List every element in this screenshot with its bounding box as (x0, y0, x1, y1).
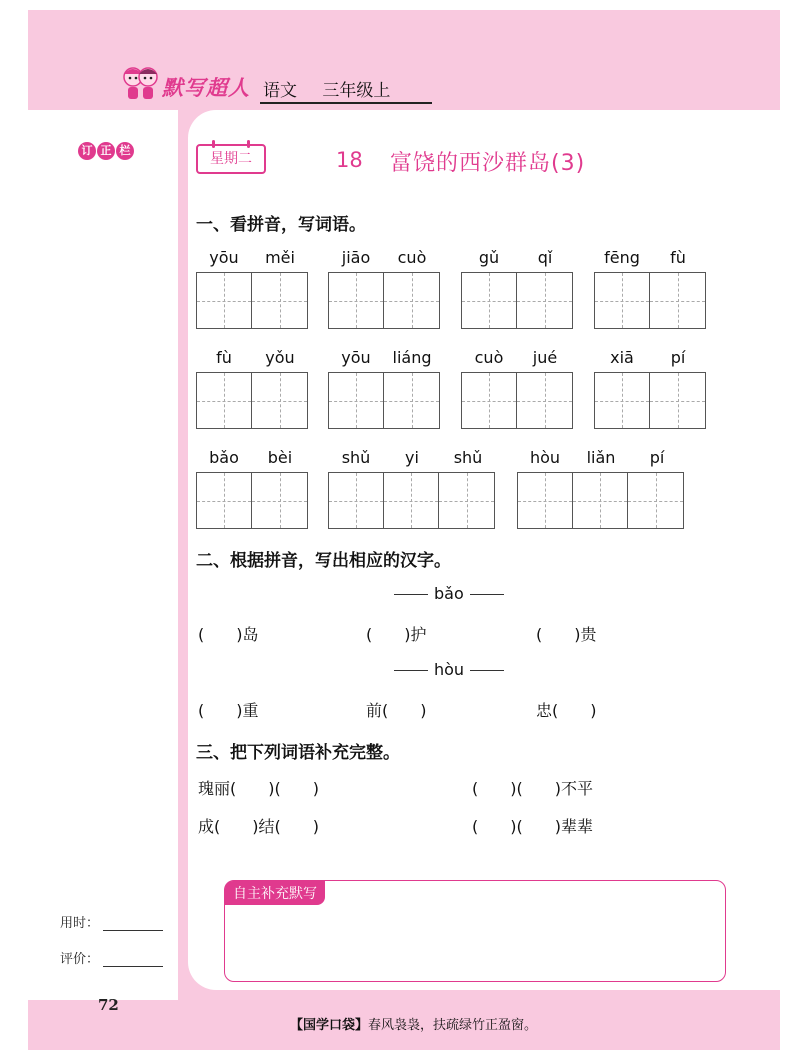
time-label: 用时： (60, 916, 100, 931)
mascot-logo-icon (120, 62, 160, 102)
fill-item[interactable]: 成( )结( ) (198, 817, 319, 836)
char-boxes[interactable] (328, 472, 495, 529)
pinyin: cuò (397, 248, 427, 267)
correction-badge (78, 142, 134, 160)
pinyin: yōu (209, 248, 239, 267)
pinyin: yōu (341, 348, 371, 367)
fill-item[interactable]: ( )( )辈辈 (472, 817, 593, 836)
pinyin: fù (216, 348, 232, 367)
lesson-title: 富饶的西沙群岛(3) (390, 151, 586, 176)
pinyin: pí (670, 348, 686, 367)
pinyin: hòu (434, 660, 465, 679)
badge-char: 订 (78, 142, 96, 160)
self-dictation-label: 自主补充默写 (225, 881, 325, 905)
section2-heading: 二、根据拼音，写出相应的汉字。 (196, 551, 451, 571)
pinyin: shǔ (341, 448, 371, 467)
pinyin: shǔ (453, 448, 483, 467)
char-boxes[interactable] (196, 372, 308, 429)
worksheet-main (188, 110, 780, 990)
pinyin-group-heading (388, 660, 510, 679)
day-tag: 星期二 (196, 144, 266, 174)
char-boxes[interactable] (196, 472, 308, 529)
pinyin: cuò (474, 348, 504, 367)
pinyin: jué (532, 348, 558, 367)
grade-label: 三年级上 (322, 81, 391, 101)
char-boxes[interactable] (461, 372, 573, 429)
footer-quote (290, 1014, 537, 1033)
pinyin-group-heading (388, 584, 510, 603)
fill-item[interactable]: ( )( )不平 (472, 779, 593, 798)
fill-item[interactable]: 前( ) (366, 701, 427, 720)
pinyin: xiā (610, 348, 634, 367)
header (28, 10, 780, 108)
char-boxes[interactable] (517, 472, 684, 529)
brand-name: 默写超人 (162, 76, 250, 100)
fill-item[interactable]: ( )重 (198, 701, 259, 720)
section3-heading: 三、把下列词语补充完整。 (196, 743, 400, 763)
fill-item[interactable]: ( )护 (366, 625, 427, 644)
fill-item[interactable]: 瑰丽( )( ) (198, 779, 319, 798)
self-dictation-box[interactable] (224, 880, 726, 982)
time-line[interactable] (103, 918, 163, 931)
pinyin: yi (405, 448, 419, 467)
pinyin: yǒu (265, 348, 295, 367)
pinyin: bèi (267, 448, 293, 467)
header-subject (263, 76, 410, 101)
section1-heading: 一、看拼音，写词语。 (196, 215, 366, 235)
char-boxes[interactable] (594, 272, 706, 329)
eval-label: 评价： (60, 952, 100, 967)
subject-label: 语文 (263, 81, 297, 101)
badge-char: 栏 (116, 142, 134, 160)
pinyin: bǎo (434, 584, 464, 603)
header-underline (260, 102, 432, 104)
pinyin: gǔ (478, 248, 500, 267)
pinyin: liǎn (586, 448, 616, 467)
footer-tag: 【国学口袋】 (290, 1018, 369, 1033)
pinyin: fù (670, 248, 686, 267)
char-boxes[interactable] (328, 372, 440, 429)
page-number: 72 (98, 996, 119, 1014)
pinyin: měi (265, 248, 295, 267)
char-boxes[interactable] (328, 272, 440, 329)
pinyin: pí (649, 448, 665, 467)
fill-item[interactable]: ( )贵 (536, 625, 597, 644)
fill-item[interactable]: 忠( ) (536, 701, 597, 720)
pinyin: qǐ (537, 248, 553, 267)
eval-line[interactable] (103, 954, 163, 967)
pinyin: jiāo (341, 248, 371, 267)
pinyin: hòu (529, 448, 561, 467)
pinyin: bǎo (209, 448, 239, 467)
fill-item[interactable]: ( )岛 (198, 625, 259, 644)
char-boxes[interactable] (594, 372, 706, 429)
lesson-number: 18 (336, 148, 363, 172)
footer-text: 春风袅袅，扶疏绿竹正盈窗。 (368, 1018, 538, 1033)
pinyin: liáng (392, 348, 432, 367)
time-field[interactable] (60, 912, 163, 931)
eval-field[interactable] (60, 948, 163, 967)
char-boxes[interactable] (196, 272, 308, 329)
badge-char: 正 (97, 142, 115, 160)
char-boxes[interactable] (461, 272, 573, 329)
correction-sidebar (28, 110, 178, 1000)
pinyin: fēng (604, 248, 640, 267)
page (28, 10, 780, 1050)
